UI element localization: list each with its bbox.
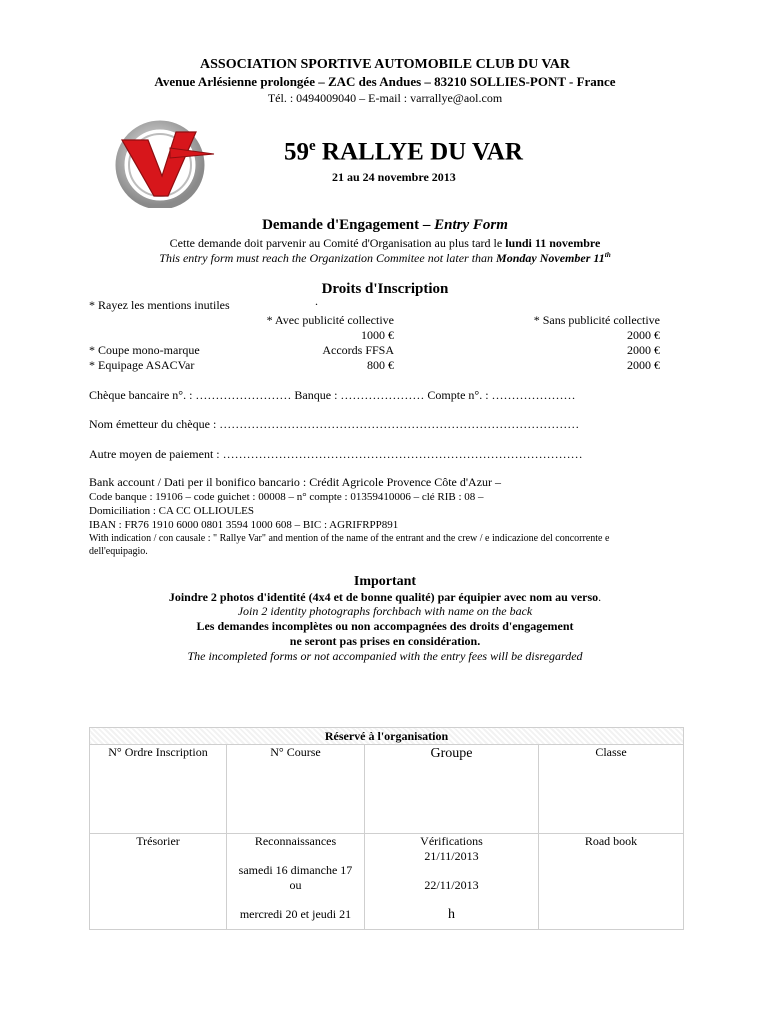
cell-label: Road book [584, 834, 638, 848]
verif-hour: h [448, 907, 455, 922]
verif-date-1: 21/11/2013 [424, 849, 479, 863]
strike-note: * Rayez les mentions inutiles [89, 298, 230, 312]
deadline-en-date: Monday November 11 [496, 251, 605, 265]
cell-label: Groupe [430, 746, 473, 761]
form-title [0, 217, 770, 234]
event-edition-suffix: e [309, 138, 316, 154]
fee-row-with: 800 € [367, 358, 394, 372]
deadline-fr-text: Cette demande doit parvenir au Comité d'Organisation au plus tard le [169, 236, 506, 250]
deadline-fr-date: lundi 11 novembre [505, 236, 601, 250]
reco-option-1: samedi 16 dimanche 17 [238, 863, 353, 877]
cell-label: Vérifications [420, 834, 483, 848]
fee-row-without: 2000 € [627, 343, 660, 357]
separator-dot: . [315, 294, 318, 308]
deadline-en [0, 251, 770, 266]
cheque-issuer-line[interactable]: Nom émetteur du chèque : ……………………………………………………………………………… [89, 417, 580, 431]
cheque-line[interactable]: Chèque bancaire n°. : …………………… Banque : ………………… Compte n°. : ………………… [89, 388, 576, 402]
fees-heading: Droits d'Inscription [321, 281, 449, 297]
cell-order-number[interactable] [90, 745, 227, 834]
payment-indication-cont: dell'equipagio. [89, 546, 148, 557]
org-contact: Tél. : 0494009040 – E-mail : varrallye@aol.com [267, 91, 503, 105]
photos-fr-text: Joindre 2 photos d'identité (4x4 et de bonne qualité) par équipier avec nom au verso [168, 590, 599, 604]
incomplete-fr-1: Les demandes incomplètes ou non accompagnées des droits d'engagement [196, 619, 574, 633]
event-dates: 21 au 24 novembre 2013 [332, 170, 456, 184]
deadline-en-suffix: th [604, 251, 611, 259]
cell-label: N° Ordre Inscription [108, 745, 208, 759]
bank-domiciliation: Domiciliation : CA CC OLLIOULES [89, 505, 254, 517]
cell-group[interactable] [365, 745, 539, 834]
deadline-en-text: This entry form must reach the Organization Commitee not later than [159, 251, 497, 265]
cell-treasurer[interactable] [90, 834, 227, 930]
cell-label: Trésorier [136, 834, 180, 848]
verif-date-2: 22/11/2013 [424, 878, 479, 892]
important-heading: Important [353, 574, 417, 589]
event-title [284, 138, 523, 166]
other-payment-line[interactable]: Autre moyen de paiement : ……………………………………………………………………………… [89, 447, 583, 461]
photos-fr-end: . [598, 590, 602, 604]
cell-reconnaissances[interactable] [227, 834, 365, 930]
form-title-fr: Demande d'Engagement – [262, 217, 435, 233]
bank-iban: IBAN : FR76 1910 6000 0801 3594 1000 608 – BIC : AGRIFRPP891 [89, 519, 399, 531]
reco-option-or: ou [289, 878, 302, 892]
org-name: ASSOCIATION SPORTIVE AUTOMOBILE CLUB DU VAR [200, 57, 570, 72]
cell-label: N° Course [270, 745, 321, 759]
photos-fr [0, 590, 770, 605]
fee-row-with: Accords FFSA [322, 343, 394, 357]
form-title-en: Entry Form [434, 217, 508, 233]
fee-row-label: * Coupe mono-marque [89, 343, 200, 357]
general-without-fee: 2000 € [627, 328, 660, 342]
cell-label: Reconnaissances [254, 834, 337, 848]
cell-race-number[interactable] [227, 745, 365, 834]
incomplete-fr-2: ne seront pas prises en considération. [289, 634, 481, 648]
general-with-fee: 1000 € [361, 328, 394, 342]
col-with-pub: * Avec publicité collective [266, 313, 394, 327]
org-table-title: Réservé à l'organisation [90, 728, 684, 745]
cell-roadbook[interactable] [539, 834, 684, 930]
bank-account: Bank account / Dati per il bonifico bancario : Crédit Agricole Provence Côte d'Azur – [89, 475, 502, 489]
deadline-fr [0, 236, 770, 251]
reco-option-2: mercredi 20 et jeudi 21 [239, 907, 352, 921]
incomplete-en: The incompleted forms or not accompanied with the entry fees will be disregarded [187, 649, 583, 663]
payment-indication: With indication / con causale : " Rallye Var" and mention of the name of the entrant and the crew / e indicazione del concorrente e [89, 533, 610, 544]
fee-row-label: * Equipage ASACVar [89, 358, 195, 372]
photos-en: Join 2 identity photographs forchbach with name on the back [237, 604, 533, 618]
bank-codes: Code banque : 19106 – code guichet : 00008 – n° compte : 01359410006 – clé RIB : 08 – [89, 491, 484, 503]
cell-label: Classe [595, 745, 627, 759]
fee-row-without: 2000 € [627, 358, 660, 372]
event-edition-number: 59 [284, 138, 309, 166]
org-address: Avenue Arlésienne prolongée – ZAC des Andues – 83210 SOLLIES-PONT - France [154, 74, 616, 89]
cell-verifications[interactable] [365, 834, 539, 930]
event-title-rest: RALLYE DU VAR [315, 138, 523, 166]
cell-class[interactable] [539, 745, 684, 834]
organisation-table [89, 727, 684, 930]
col-without-pub: * Sans publicité collective [533, 313, 660, 327]
rallye-v-logo-icon [110, 118, 220, 208]
